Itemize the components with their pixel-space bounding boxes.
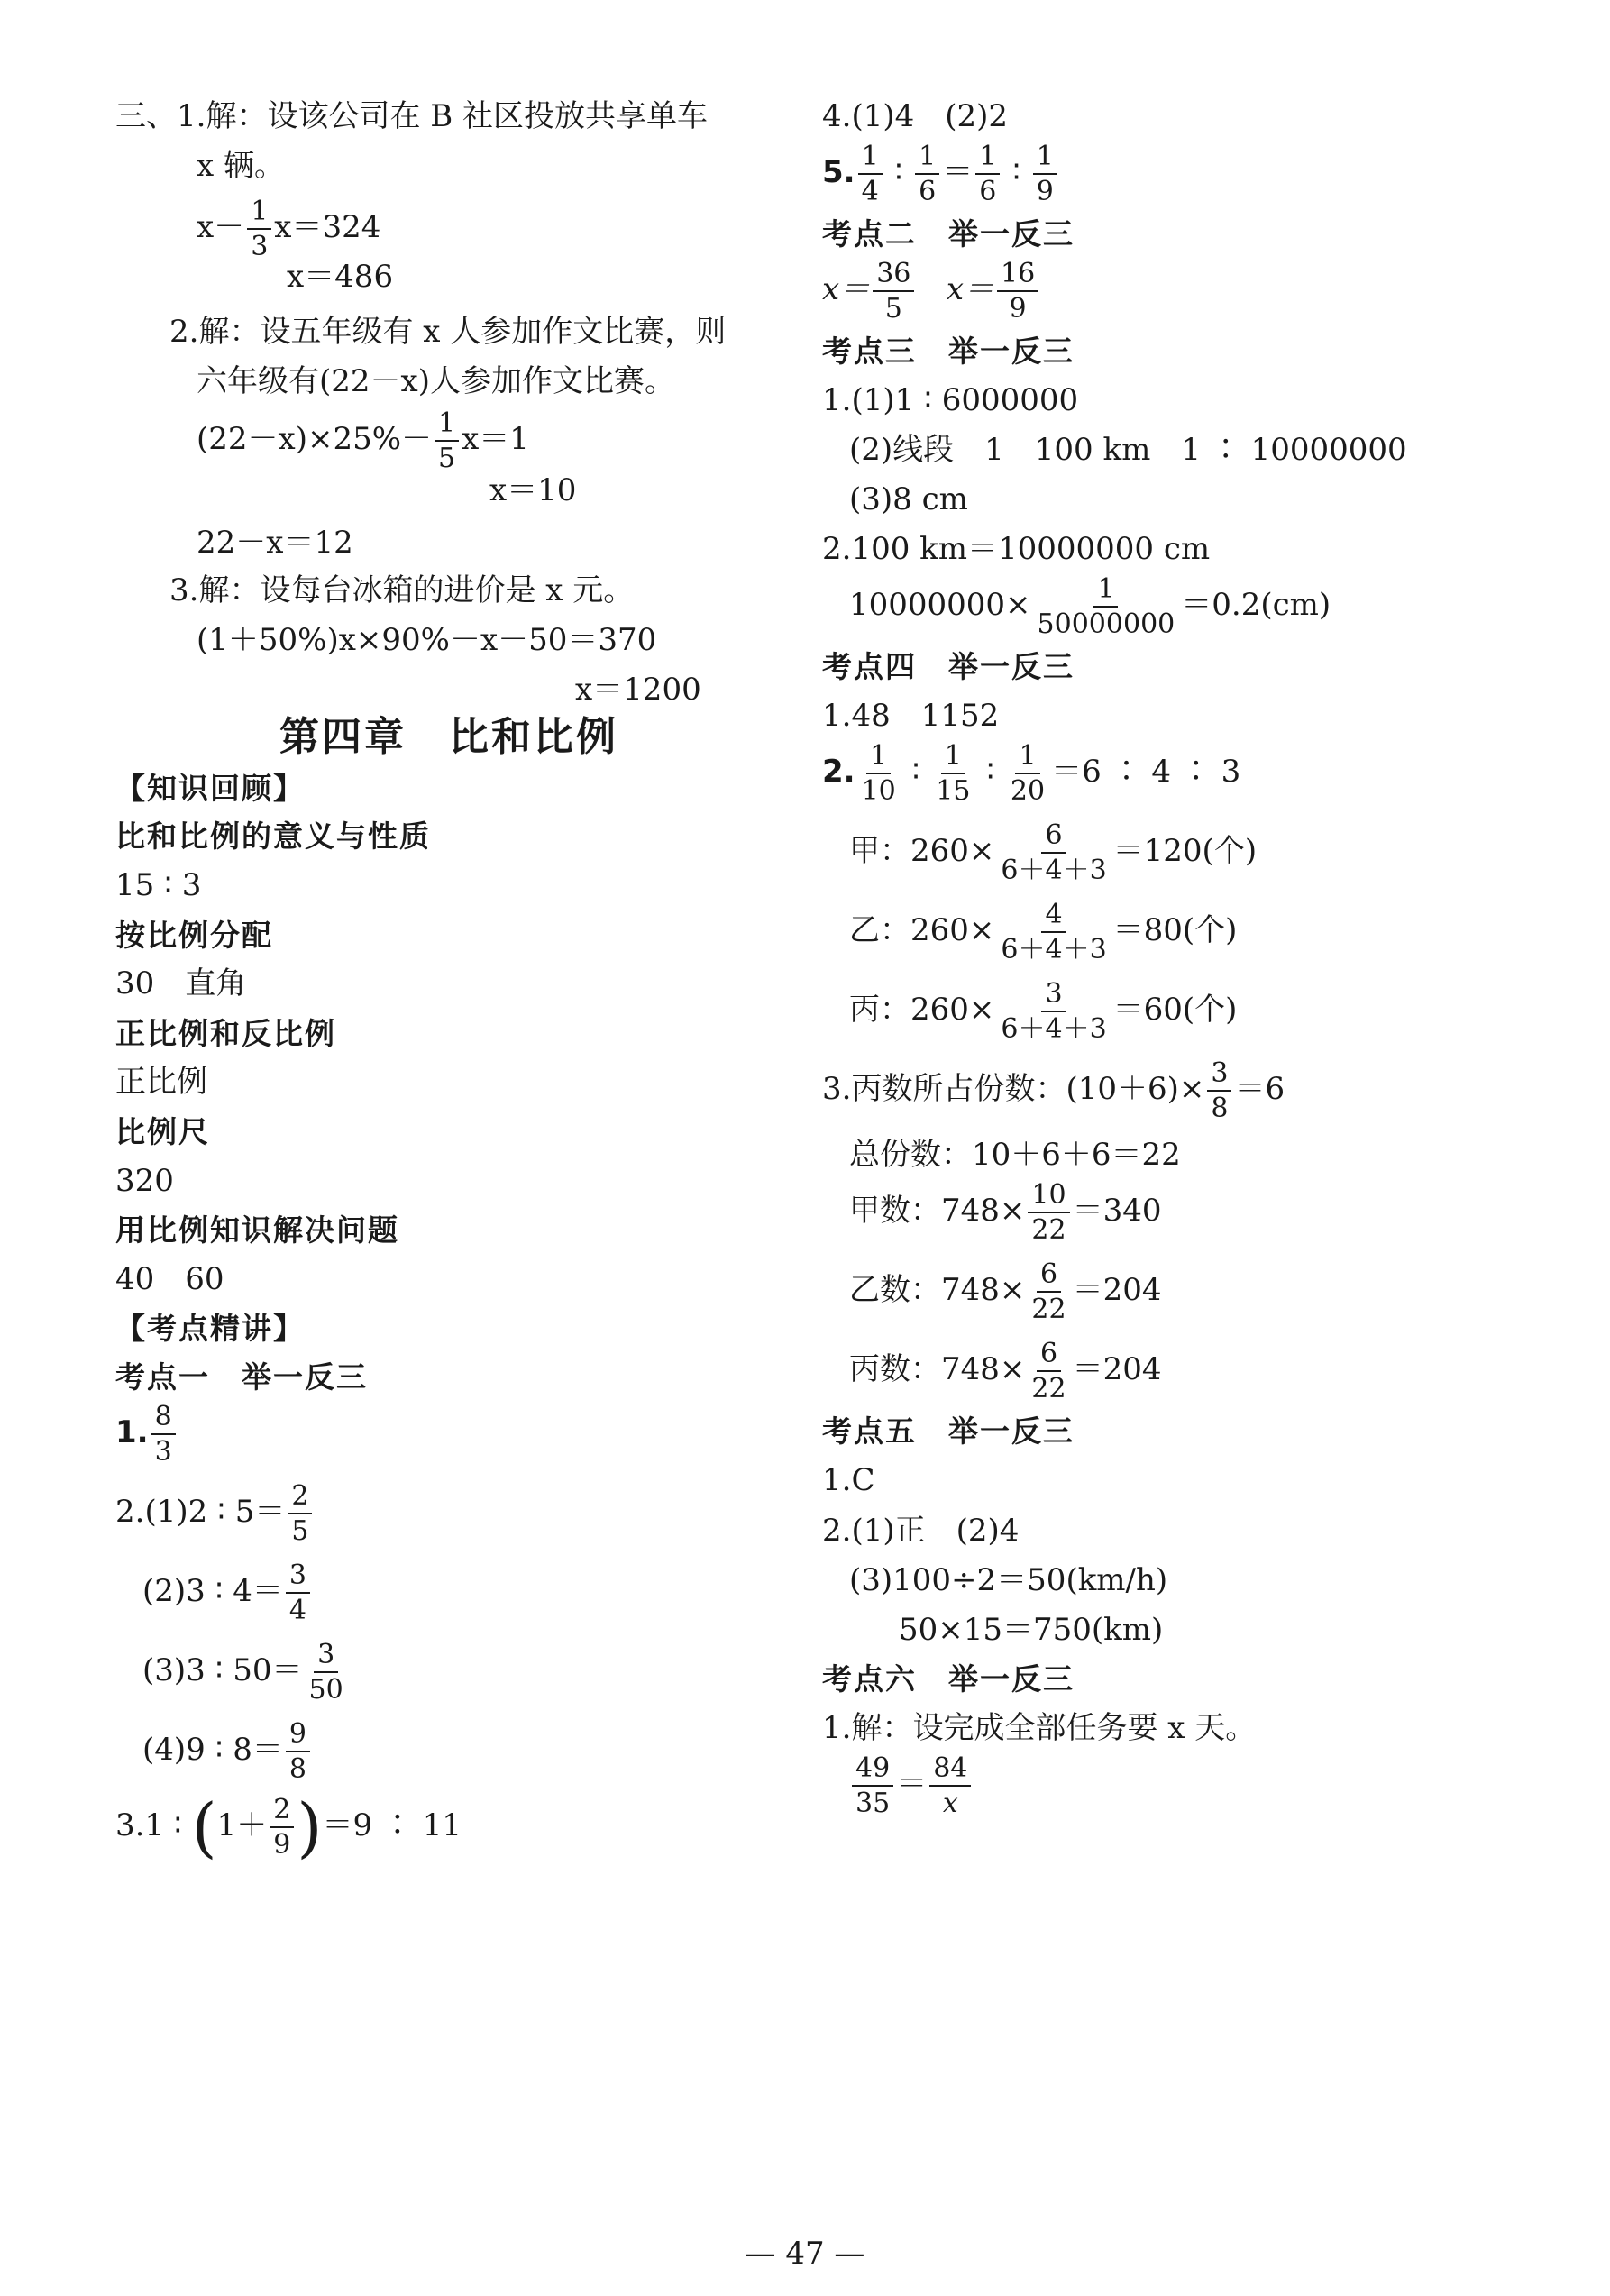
eq-text: 3.1 ∶ bbox=[115, 1807, 192, 1843]
fraction bbox=[997, 900, 1110, 965]
kp6-heading: 考点六 举一反三 bbox=[822, 1660, 1075, 1697]
fraction bbox=[1007, 741, 1048, 806]
fraction bbox=[286, 1560, 310, 1625]
s3-q3-equation: (1＋50%)x×90%－x－50＝370 bbox=[197, 621, 657, 658]
review-answer-1: 15 ∶ 3 bbox=[115, 867, 202, 904]
numerator: 1 bbox=[1015, 741, 1039, 774]
review-heading-4: 比例尺 bbox=[115, 1113, 210, 1149]
denominator: 5 bbox=[291, 1514, 309, 1547]
numerator: 9 bbox=[286, 1719, 310, 1752]
eq-text: 甲：260× bbox=[849, 833, 995, 870]
kp1-q2-4 bbox=[142, 1719, 810, 1784]
denominator: 22 bbox=[1031, 1373, 1066, 1405]
eq-text: (2)3 ∶ 4＝ bbox=[142, 1572, 283, 1609]
q5: 5. $\frac{1}{4}$ ∶ $\frac{1}{6}$ ＝ $\frac{1}{6}$ ∶ $\frac{1}{9}$ bbox=[822, 142, 1507, 206]
numerator: 1 bbox=[915, 142, 939, 175]
question-number: 2. bbox=[822, 754, 855, 791]
eq-text: x＝324 bbox=[274, 209, 381, 246]
numerator: 1 bbox=[941, 741, 965, 774]
numerator: 36 bbox=[873, 259, 914, 292]
denominator: 9 bbox=[1009, 293, 1027, 325]
fraction bbox=[1034, 574, 1179, 639]
eq-text: ＝6 ∶ 4 ∶ 3 bbox=[1051, 754, 1241, 791]
fraction bbox=[975, 142, 1000, 206]
denominator: 4 bbox=[288, 1594, 306, 1626]
eq-text: 甲数：748× bbox=[849, 1193, 1026, 1230]
eq-text: 1＋ bbox=[216, 1807, 268, 1843]
denominator: 20 bbox=[1010, 775, 1046, 808]
fraction bbox=[247, 197, 271, 261]
fraction bbox=[1028, 1259, 1069, 1324]
fraction bbox=[435, 408, 459, 473]
eq-text: (22－x)×25%－ bbox=[197, 421, 433, 458]
fraction bbox=[915, 142, 939, 206]
kp6-q1: 1.解：设完成全部任务要 x 天。 bbox=[822, 1709, 1257, 1746]
s3-q2-line1: 2.解：设五年级有 x 人参加作文比赛，则 bbox=[169, 314, 727, 351]
fraction bbox=[151, 1402, 176, 1467]
kp3-q1-2: (2)线段 1 100 km 1 ∶ 10000000 bbox=[849, 432, 1407, 469]
eq-text: 2.(1)2 ∶ 5＝ bbox=[115, 1493, 286, 1530]
eq-text: ＝204 bbox=[1072, 1351, 1162, 1388]
numerator: 1 bbox=[858, 142, 883, 175]
numerator: 3 bbox=[286, 1560, 310, 1594]
s3-q2-line2: 六年级有(22－x)人参加作文比赛。 bbox=[197, 363, 675, 400]
right-column bbox=[822, 98, 1507, 1819]
fraction bbox=[929, 1753, 971, 1818]
kp1-q3 bbox=[115, 1788, 782, 1865]
numerator: 2 bbox=[270, 1795, 294, 1828]
fraction bbox=[1207, 1058, 1231, 1123]
numerator: 1 bbox=[247, 197, 271, 230]
fraction bbox=[288, 1481, 312, 1546]
eq-text: 3.丙数所占份数：(10＋6)× bbox=[822, 1071, 1205, 1108]
numerator: 1 bbox=[975, 142, 1000, 175]
fraction bbox=[1033, 142, 1057, 206]
s3-q3-result: x＝1200 bbox=[575, 671, 701, 708]
numerator: 10 bbox=[1028, 1180, 1069, 1213]
page-number: — 47 — bbox=[745, 2236, 865, 2272]
kp5-q2-1: 2.(1)正 (2)4 bbox=[822, 1512, 1020, 1549]
numerator: 1 bbox=[435, 408, 459, 442]
denominator: 50000000 bbox=[1037, 608, 1175, 641]
numerator: 1 bbox=[866, 741, 891, 774]
eq-text: 丙数：748× bbox=[849, 1351, 1026, 1388]
eq-text: 丙：260× bbox=[849, 992, 995, 1029]
kp4-q3-total: 总份数：10＋6＋6＝22 bbox=[849, 1137, 1181, 1174]
kp5-q2-3: (3)100÷2＝50(km/h) bbox=[849, 1561, 1168, 1598]
denominator: 3 bbox=[154, 1435, 172, 1468]
kp4-yi bbox=[849, 900, 1534, 965]
numerator: 6 bbox=[1037, 1259, 1061, 1293]
numerator: 16 bbox=[997, 259, 1038, 292]
kp4-q1: 1.48 1152 bbox=[822, 698, 1000, 735]
kp3-q2-equation bbox=[849, 574, 1534, 639]
fraction bbox=[858, 741, 900, 806]
kp4-q3-yi bbox=[849, 1259, 1534, 1324]
review-answer-4: 320 bbox=[115, 1162, 174, 1199]
review-heading-5: 用比例知识解决问题 bbox=[115, 1212, 399, 1248]
denominator: 35 bbox=[855, 1787, 891, 1819]
denominator: 3 bbox=[251, 231, 269, 263]
eq-text: ＝ bbox=[896, 1765, 928, 1802]
question-number: 1. bbox=[115, 1413, 149, 1450]
s3-q2-result: x＝10 bbox=[489, 472, 577, 509]
denominator: 8 bbox=[288, 1752, 306, 1785]
eq-text: ＝204 bbox=[1072, 1272, 1162, 1309]
eq-text: x＝ bbox=[946, 271, 994, 308]
numerator: 8 bbox=[151, 1402, 176, 1435]
numerator: 3 bbox=[1041, 979, 1066, 1012]
review-answer-2: 30 直角 bbox=[115, 965, 247, 1002]
numerator: 3 bbox=[314, 1640, 338, 1673]
left-column bbox=[115, 98, 782, 1865]
kp4-jia bbox=[849, 820, 1534, 885]
denominator: 10 bbox=[861, 775, 896, 808]
denominator: 9 bbox=[1036, 176, 1054, 208]
numerator: 2 bbox=[288, 1481, 312, 1514]
denominator: 6＋4＋3 bbox=[1001, 1013, 1107, 1046]
numerator: 6 bbox=[1037, 1339, 1061, 1372]
kp4-bing bbox=[849, 979, 1534, 1044]
fraction bbox=[1028, 1339, 1069, 1404]
denominator: 15 bbox=[936, 775, 971, 808]
numerator: 1 bbox=[1033, 142, 1057, 175]
eq-text: 10000000× bbox=[849, 587, 1031, 624]
fraction bbox=[852, 1753, 893, 1818]
denominator: 6＋4＋3 bbox=[1001, 934, 1107, 966]
denominator: 6 bbox=[979, 176, 997, 208]
eq-text: ＝9 ∶ 11 bbox=[322, 1807, 462, 1843]
kp4-heading: 考点四 举一反三 bbox=[822, 649, 1075, 685]
eq-text: (3)3 ∶ 50＝ bbox=[142, 1651, 303, 1688]
numerator: 49 bbox=[852, 1753, 893, 1787]
kp5-q2-3b: 50×15＝750(km) bbox=[899, 1611, 1164, 1648]
fraction bbox=[997, 820, 1110, 885]
eq-text: x＝ bbox=[822, 271, 871, 308]
kp5-q1: 1.C bbox=[822, 1462, 875, 1499]
review-heading-1: 比和比例的意义与性质 bbox=[115, 819, 431, 855]
eq-text: ＝6 bbox=[1234, 1071, 1285, 1108]
denominator: 6 bbox=[919, 176, 937, 208]
fraction bbox=[873, 259, 914, 324]
denominator: 4 bbox=[861, 176, 879, 208]
denominator: 5 bbox=[438, 443, 456, 475]
eq-text: (4)9 ∶ 8＝ bbox=[142, 1731, 283, 1768]
eq-text: ＝60(个) bbox=[1112, 992, 1238, 1029]
denominator: 50 bbox=[308, 1673, 343, 1706]
numerator: 1 bbox=[1093, 574, 1118, 608]
s3-q2-result2: 22－x＝12 bbox=[197, 524, 353, 561]
section-heading-focus: 【考点精讲】 bbox=[115, 1310, 305, 1346]
eq-text: ＝0.2(cm) bbox=[1181, 587, 1331, 624]
right-paren: ) bbox=[297, 1788, 323, 1865]
s3-q2-equation bbox=[197, 408, 864, 473]
kp4-q3 bbox=[822, 1058, 1507, 1123]
fraction bbox=[997, 259, 1038, 324]
kp3-heading: 考点三 举一反三 bbox=[822, 334, 1075, 370]
fraction bbox=[1028, 1180, 1069, 1245]
kp4-q3-bing bbox=[849, 1339, 1534, 1404]
kp1-q2-1 bbox=[115, 1481, 782, 1546]
kp2-heading: 考点二 举一反三 bbox=[822, 216, 1075, 252]
section-heading-review: 【知识回顾】 bbox=[115, 770, 305, 806]
eq-text: 乙数：748× bbox=[849, 1272, 1026, 1309]
s3-q1-line2: x 辆。 bbox=[197, 148, 285, 185]
review-heading-3: 正比例和反比例 bbox=[115, 1015, 336, 1051]
s3-q1-equation bbox=[197, 197, 864, 261]
kp6-equation bbox=[849, 1753, 1534, 1818]
fraction bbox=[997, 979, 1110, 1044]
kp5-heading: 考点五 举一反三 bbox=[822, 1413, 1075, 1450]
fraction bbox=[286, 1719, 310, 1784]
kp1-q1 bbox=[115, 1402, 782, 1467]
fraction bbox=[270, 1795, 294, 1860]
s3-q1-result: x＝486 bbox=[287, 259, 394, 296]
kp3-q2: 2.100 km＝10000000 cm bbox=[822, 531, 1211, 568]
q4: 4.(1)4 (2)2 bbox=[822, 98, 1009, 134]
eq-text: ＝120(个) bbox=[1112, 833, 1258, 870]
denominator: 6＋4＋3 bbox=[1001, 855, 1107, 887]
kp3-q1-1: 1.(1)1 ∶ 6000000 bbox=[822, 381, 1079, 418]
kp2-answer bbox=[822, 259, 1507, 324]
numerator: 6 bbox=[1041, 820, 1066, 854]
review-answer-5: 40 60 bbox=[115, 1260, 224, 1297]
review-answer-3: 正比例 bbox=[115, 1064, 207, 1101]
fraction bbox=[932, 741, 974, 806]
review-heading-2: 按比例分配 bbox=[115, 917, 273, 953]
denominator: 8 bbox=[1211, 1093, 1229, 1125]
kp1-q2-3 bbox=[142, 1640, 810, 1705]
denominator: 9 bbox=[273, 1828, 291, 1861]
eq-text: ＝340 bbox=[1072, 1193, 1162, 1230]
denominator: 22 bbox=[1031, 1294, 1066, 1326]
s3-q1-line1: 三、1.解：设该公司在 B 社区投放共享单车 bbox=[115, 98, 709, 134]
eq-text: 乙：260× bbox=[849, 912, 995, 949]
denominator: 22 bbox=[1031, 1214, 1066, 1247]
numerator: 3 bbox=[1207, 1058, 1231, 1092]
kp1-q2-2 bbox=[142, 1560, 810, 1625]
eq-text: x－ bbox=[197, 209, 245, 246]
fraction bbox=[858, 142, 883, 206]
numerator: 4 bbox=[1041, 900, 1066, 933]
eq-text: ＝80(个) bbox=[1112, 912, 1238, 949]
s3-q3-line1: 3.解：设每台冰箱的进价是 x 元。 bbox=[169, 572, 635, 608]
eq-text: x＝1 bbox=[462, 421, 529, 458]
kp1-heading: 考点一 举一反三 bbox=[115, 1358, 368, 1395]
denominator: 5 bbox=[884, 293, 902, 325]
kp3-q1-3: (3)8 cm bbox=[849, 481, 968, 518]
left-paren: ( bbox=[191, 1788, 217, 1865]
kp4-q2: 2. $\frac{1}{10}$ ∶ $\frac{1}{15}$ ∶ $\frac{1}{20}$ ＝6 ∶ 4 ∶ 3 bbox=[822, 740, 1241, 808]
denominator: x bbox=[942, 1787, 958, 1819]
kp4-q3-jia bbox=[849, 1180, 1534, 1245]
numerator: 84 bbox=[929, 1753, 971, 1787]
question-number: 5. bbox=[822, 154, 855, 191]
fraction bbox=[306, 1640, 347, 1705]
chapter-title: 第四章 比和比例 bbox=[279, 713, 618, 760]
